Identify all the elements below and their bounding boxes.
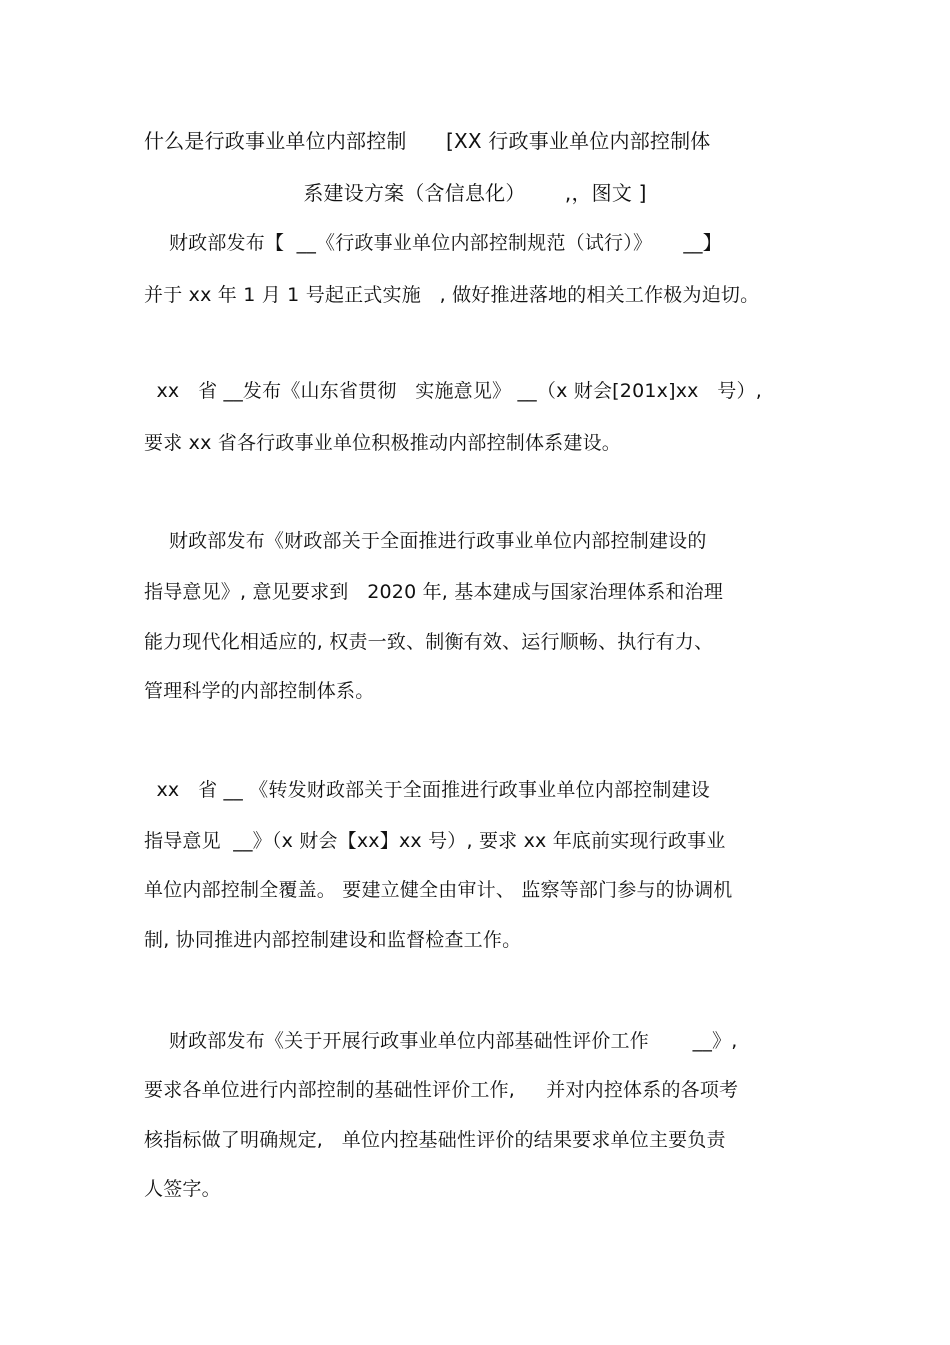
paragraph-5-line-4: 人签字。 (144, 1178, 221, 1200)
paragraph-1-line-2: 并于 xx 年 1 月 1 号起正式实施 , 做好推进落地的相关工作极为迫切。 (144, 284, 760, 306)
paragraph-5-line-3: 核指标做了明确规定, 单位内控基础性评价的结果要求单位主要负责 (144, 1129, 726, 1151)
paragraph-4-line-4: 制, 协同推进内部控制建设和监督检查工作。 (144, 929, 522, 951)
paragraph-5-line-2: 要求各单位进行内部控制的基础性评价工作, 并对内控体系的各项考 (144, 1079, 739, 1101)
paragraph-4-line-1: xx 省 __ 《转发财政部关于全面推进行政事业单位内部控制建设 (144, 779, 710, 801)
paragraph-5-line-1: 财政部发布《关于开展行政事业单位内部基础性评价工作 __》, (144, 1030, 738, 1052)
paragraph-2-line-2: 要求 xx 省各行政事业单位积极推动内部控制体系建设。 (144, 432, 621, 454)
paragraph-4-line-3: 单位内部控制全覆盖。 要建立健全由审计、 监察等部门参与的协调机 (144, 879, 733, 901)
paragraph-3-line-4: 管理科学的内部控制体系。 (144, 680, 375, 702)
document-title-line-2: 系建设方案（含信息化） ,，图文 ] (303, 181, 647, 205)
document-title-line-1: 什么是行政事业单位内部控制 [XX 行政事业单位内部控制体 (144, 129, 711, 153)
paragraph-3-line-1: 财政部发布《财政部关于全面推进行政事业单位内部控制建设的 (144, 530, 707, 552)
paragraph-3-line-2: 指导意见》, 意见要求到 2020 年, 基本建成与国家治理体系和治理 (144, 581, 724, 603)
paragraph-1-line-1: 财政部发布【 __《行政事业单位内部控制规范（试行）》 __】 (144, 232, 722, 254)
paragraph-2-line-1: xx 省 __发布《山东省贯彻 实施意见》 __（x 财会[201x]xx 号）, (144, 380, 762, 402)
paragraph-3-line-3: 能力现代化相适应的, 权责一致、制衡有效、运行顺畅、执行有力、 (144, 631, 714, 653)
paragraph-4-line-2: 指导意见 __》（x 财会【xx】xx 号）, 要求 xx 年底前实现行政事业 (144, 830, 726, 852)
